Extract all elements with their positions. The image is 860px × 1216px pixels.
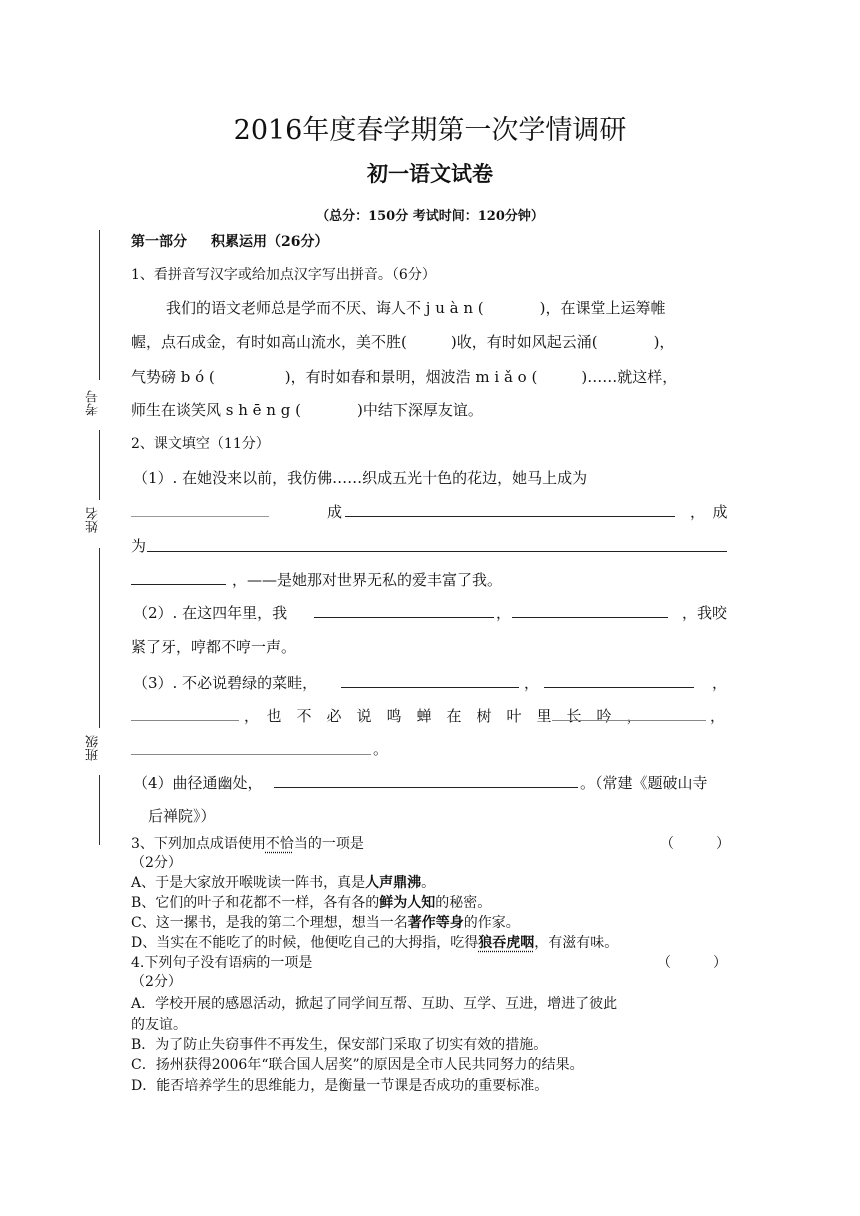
q1-text: )……就这样， — [581, 368, 678, 386]
q2-text: 成 — [327, 503, 343, 521]
q2-text: ， — [712, 674, 728, 692]
answer-blank[interactable] — [131, 740, 371, 755]
answer-blank[interactable] — [131, 706, 239, 721]
q3-score: （2分） — [131, 855, 182, 871]
answer-blank[interactable] — [274, 773, 578, 788]
q3-emphasis: 人声鼎沸 — [365, 875, 422, 891]
q4-option-b: B．为了防止失窃事件不再发生，保安部门采取了切实有效的措施。 — [131, 1037, 548, 1053]
q3-option-b — [131, 892, 491, 912]
page-title: 2016年度春学期第一次学情调研 — [233, 115, 627, 146]
q3-text: C、这一摞书，是我的第二个理想，想当一名 — [131, 915, 408, 931]
answer-paren[interactable]: （ ） — [657, 955, 727, 971]
q3-option-d — [131, 932, 618, 952]
q2-text: 后禅院》） — [148, 807, 216, 825]
q3-emphasis: 鲜为人知 — [379, 895, 436, 911]
binding-line-bottom — [99, 775, 100, 845]
q3-emphasis: 不恰 — [265, 836, 294, 852]
q1-text: )中结下深厚友谊。 — [356, 401, 483, 419]
q1-line-1 — [166, 297, 665, 318]
answer-blank[interactable] — [314, 603, 494, 618]
class-label: 班级 — [86, 735, 101, 761]
q3-text: 。 — [421, 875, 436, 891]
q1-stem: 1、看拼音写汉字或给加点汉字写出拼音。（6分） — [131, 267, 436, 283]
q1-line-3 — [131, 366, 677, 387]
name-label: 姓名 — [86, 507, 101, 533]
q4-stem: 4.下列句子没有语病的一项是 — [131, 955, 313, 971]
page-subtitle: 初一语文试卷 — [367, 161, 493, 186]
q1-text: 幄，点石成金，有时如高山流水，美不胜( — [131, 333, 407, 351]
answer-blank[interactable] — [131, 502, 269, 517]
q2-text: 为 — [131, 537, 147, 555]
q1-text: 我们的语文老师总是学而不厌、诲人不 j u à n ( — [166, 299, 484, 317]
answer-blank[interactable] — [131, 570, 226, 585]
answer-blank[interactable] — [512, 603, 668, 618]
q3-emphasis: 狼吞虎咽 — [478, 935, 535, 951]
q3-text: D、当实在不能吃了的时候，他便吃自己的大拇指，吃得 — [131, 935, 479, 951]
binding-line-top — [99, 230, 100, 380]
q4-option-a-cont: 的友谊。 — [131, 1017, 187, 1033]
q3-text: A、于是大家放开喉咙读一阵书，真是 — [131, 875, 366, 891]
q2-text: 紧了牙，哼都不哼一声。 — [131, 638, 297, 656]
q1-text: )，有时如春和景明，烟波浩 m i ǎ o ( — [284, 368, 538, 386]
q2-text: （3）. 不必说碧绿的菜畦， — [133, 674, 318, 692]
q2-text: （4）曲径通幽处， — [133, 774, 263, 792]
binding-line-mid2 — [99, 548, 100, 728]
q2-text: ，我咬 — [682, 604, 728, 622]
q3-emphasis: 著作等身 — [407, 915, 464, 931]
q2-text: ， 成 — [690, 503, 728, 521]
answer-paren[interactable]: （ ） — [660, 836, 730, 852]
q4-score: （2分） — [131, 974, 182, 990]
q2-text: ， — [524, 674, 540, 692]
q3-option-a — [131, 872, 435, 892]
exam-number-label: 考号 — [86, 390, 101, 416]
q1-text: )，在课堂上运筹帷 — [539, 299, 666, 317]
q3-text: 3、下列加点成语使用 — [131, 836, 266, 852]
q3-text: ，有滋有味。 — [534, 935, 619, 951]
q2-text: （2）. 在这四年里，我 — [133, 604, 288, 622]
part-heading — [131, 231, 328, 251]
q2-text: ， 也 不 必 说 鸣 蝉 在 树 叶 里 长 吟 ， — [244, 707, 642, 725]
binding-line-mid1 — [99, 430, 100, 500]
q1-text: 师生在谈笑风 s h ē n g ( — [131, 401, 301, 419]
answer-blank[interactable] — [345, 502, 675, 517]
q3-text: 的秘密。 — [435, 895, 492, 911]
q3-text: 当的一项是 — [293, 836, 364, 852]
q2-s1-line1: （1）. 在她没来以前，我仿佛……织成五光十色的花边，她马上成为 — [133, 469, 588, 487]
part-label: 第一部分 — [131, 234, 187, 250]
exam-meta: （总分：150分 考试时间：120分钟） — [316, 209, 544, 224]
q4-option-a: A．学校开展的感恩活动，掀起了同学间互帮、互助、互学、互进，增进了彼此 — [131, 996, 618, 1012]
q2-text: 。 — [373, 740, 389, 758]
q1-line-4 — [131, 399, 483, 420]
q2-text: ，——是她那对世界无私的爱丰富了我。 — [232, 571, 503, 589]
q2-text: 。（常建《题破山寺 — [580, 774, 708, 792]
answer-blank[interactable] — [147, 537, 727, 552]
answer-blank[interactable] — [341, 673, 519, 688]
part-title: 积累运用（26分） — [211, 234, 329, 250]
q2-text: ， — [496, 604, 512, 622]
q3-text: 的作家。 — [463, 915, 520, 931]
q3-text: B、它们的叶子和花都不一样，各有各的 — [131, 895, 380, 911]
q1-text: 气势磅 b ó ( — [131, 368, 215, 386]
q4-option-c: C．扬州获得2006年“联合国人居奖”的原因是全市人民共同努力的结果。 — [131, 1057, 584, 1073]
q3-option-c — [131, 912, 520, 932]
q1-text: )， — [653, 333, 675, 351]
q2-text: ， — [710, 707, 726, 725]
answer-blank[interactable] — [544, 673, 694, 688]
q1-text: )收，有时如风起云涌( — [450, 333, 598, 351]
q2-stem: 2、课文填空（11分） — [131, 436, 270, 452]
q4-option-d: D．能否培养学生的思维能力，是衡量一节课是否成功的重要标准。 — [131, 1078, 549, 1094]
answer-blank[interactable] — [552, 706, 706, 721]
q1-line-2 — [131, 331, 674, 352]
q3-stem — [131, 833, 364, 853]
